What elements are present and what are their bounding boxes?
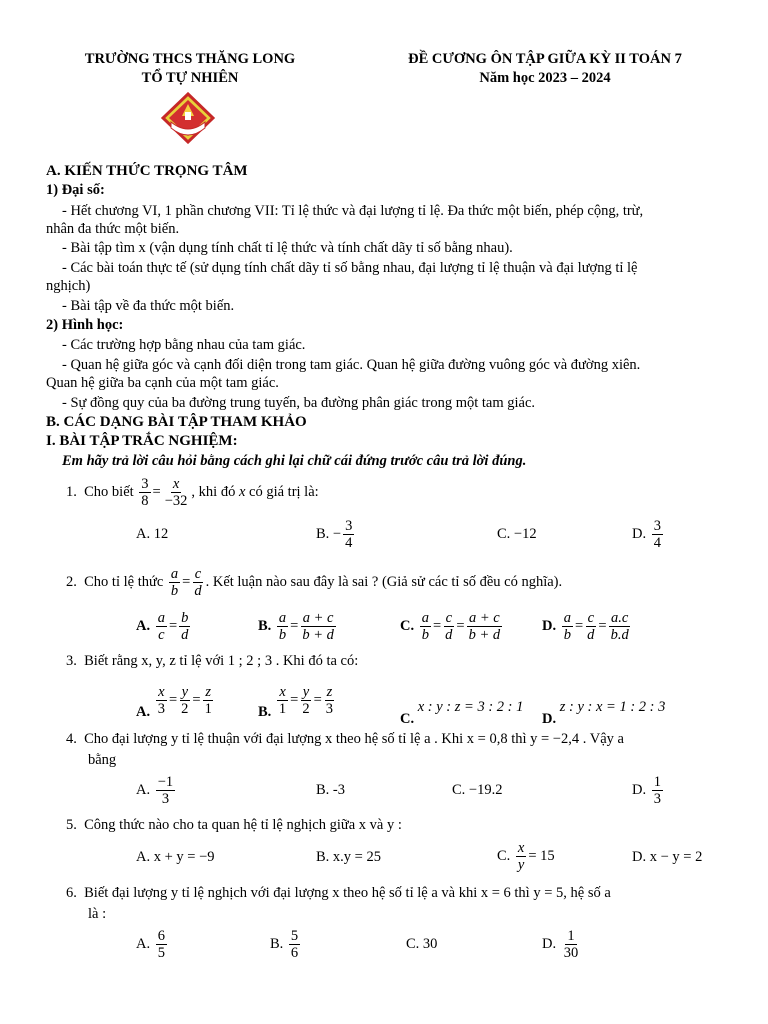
question-6: 6. Biết đại lượng y tỉ lệ nghịch với đại lượng x theo hệ số tỉ lệ a và khi x = 6 thì y = 5, hệ số a [66,885,611,901]
q5-option-d: D. x − y = 2 [632,849,703,865]
question-4-cont: bằng [88,752,117,768]
q3-option-a: A. $\frac{x}{3}$ = $\frac{y}{2}$ = $\frac{z}{1}$ [136,684,212,720]
q1-option-c: C. −12 [497,526,537,542]
section-b-heading: B. CÁC DẠNG BÀI TẬP THAM KHẢO [46,414,307,430]
multiple-choice-heading: I. BÀI TẬP TRẮC NGHIỆM: [46,433,238,449]
q1-option-d: D. $\frac{3}{4}$ [632,518,661,551]
section-a-heading: A. KIẾN THỨC TRỌNG TÂM [46,163,248,179]
algebra-item: - Bài tập tìm x (vận dụng tính chất tỉ lệ thức và tính chất dãy tỉ số bằng nhau). [62,240,513,256]
q2-option-c: C. $\frac{a}{b}$ = $\frac{c}{d}$ = $\frac{a + c}{b + d}$ [400,610,501,643]
geometry-item: - Các trường hợp bằng nhau của tam giác. [62,337,306,353]
question-5: 5. Công thức nào cho ta quan hệ tỉ lệ nghịch giữa x và y : [66,817,402,833]
instruction: Em hãy trả lời câu hỏi bằng cách ghi lại chữ cái đứng trước câu trả lời đúng. [62,453,527,469]
q3-option-b: B. $\frac{x}{1}$ = $\frac{y}{2}$ = $\frac{z}{3}$ [258,684,334,720]
school-logo-icon [161,92,215,144]
school-year: Năm học 2023 – 2024 [479,70,611,86]
q2-option-d: D. $\frac{a}{b}$ = $\frac{c}{d}$ = $\frac{a.c}{b.d}$ [542,610,629,643]
q4-option-c: C. −19.2 [452,782,503,798]
q2-option-b: B. $\frac{a}{b}$ = $\frac{a + c}{b + d}$ [258,610,334,643]
algebra-heading: 1) Đại số: [46,182,105,198]
q2-option-a: A. $\frac{a}{c}$ = $\frac{b}{d}$ [136,610,189,643]
geometry-heading: 2) Hình học: [46,317,124,333]
school-name [50,50,330,88]
q5-option-a: A. x + y = −9 [136,849,215,865]
q5-option-b: B. x.y = 25 [316,849,381,865]
department: TỔ TỰ NHIÊN [141,70,239,86]
question-6-cont: là : [88,906,107,922]
q4-option-b: B. -3 [316,782,345,798]
geometry-item: - Quan hệ giữa góc và cạnh đối diện trong tam giác. Quan hệ giữa đường vuông góc và đường xiên. [62,357,641,373]
q6-option-b: B. $\frac{5}{6}$ [270,928,299,961]
algebra-item: nhân đa thức một biến. [46,221,180,237]
doc-header [370,50,720,88]
question-4: 4. Cho đại lượng y tỉ lệ thuận với đại lượng x theo hệ số tỉ lệ a . Khi x = 0,8 thì y = −2,4 . Vậy a [66,731,624,747]
school-title: TRƯỜNG THCS THĂNG LONG [84,51,296,67]
q6-option-a: A. $\frac{6}{5}$ [136,928,165,961]
doc-title: ĐỀ CƯƠNG ÔN TẬP GIỮA KỲ II TOÁN 7 [408,51,682,67]
question-3: 3. Biết rằng x, y, z tỉ lệ với 1 ; 2 ; 3 . Khi đó ta có: [66,653,359,669]
algebra-item: - Các bài toán thực tế (sử dụng tính chất dãy tỉ số bằng nhau, đại lượng tỉ lệ thuận và đại lượng tỉ lệ [62,260,638,276]
q6-option-d: D. $\frac{1}{30}$ [542,928,579,961]
q3-option-c: C. x : y : z = 3 : 2 : 1 [400,699,524,727]
q1-option-a: A. 12 [136,526,169,542]
algebra-item: - Hết chương VI, 1 phần chương VII: Tỉ lệ thức và đại lượng tỉ lệ. Đa thức một biến, phép cộng, trừ, [62,203,644,219]
q5-option-c: C. $\frac{x}{y}$ = 15 [497,840,555,873]
q4-option-d: D. $\frac{1}{3}$ [632,774,661,807]
geometry-item: - Sự đồng quy của ba đường trung tuyến, ba đường phân giác trong một tam giác. [62,395,536,411]
q3-option-d: D. z : y : x = 1 : 2 : 3 [542,699,666,727]
algebra-item: - Bài tập về đa thức một biến. [62,298,235,314]
q1-option-b: B. − $\frac{3}{4}$ [316,518,353,551]
question-1: 1. Cho biết $\frac{3}{8}$ = $\frac{x}{-32}$ , khi đó x có giá trị là: [66,476,319,509]
question-2: 2. Cho tỉ lệ thức $\frac{a}{b}$ = $\frac{c}{d}$ . Kết luận nào sau đây là sai ? (Giả sử các tỉ số đều có nghĩa). [66,566,563,599]
q4-option-a: A. $\frac{-1}{3}$ [136,774,174,807]
algebra-item: nghịch) [46,278,91,294]
geometry-item: Quan hệ giữa ba cạnh của một tam giác. [46,375,279,391]
q6-option-c: C. 30 [406,936,438,952]
